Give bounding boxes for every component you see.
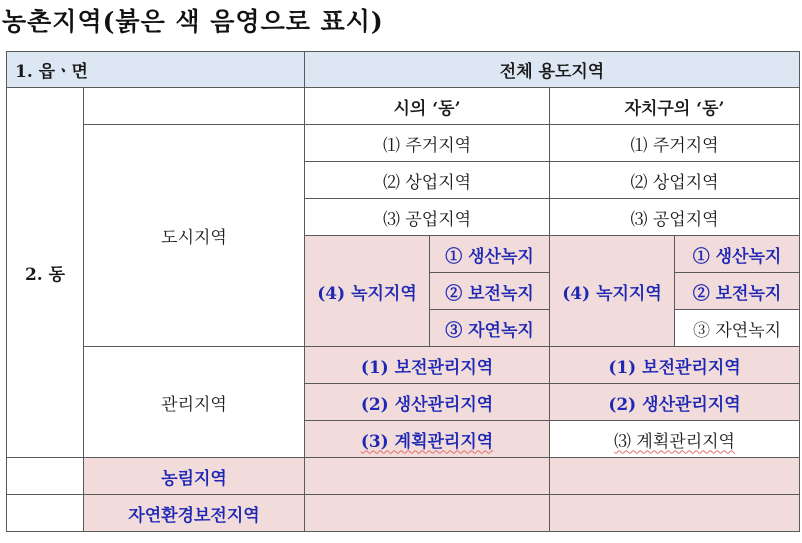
header-row: [7, 52, 800, 88]
table-row: [7, 347, 800, 384]
gu-residential: ⑴ 주거지역: [550, 125, 800, 162]
gu-production-management: (2) 생산관리지역: [550, 384, 800, 421]
gu-conservation-green: ② 보전녹지: [675, 273, 800, 310]
dong-row-label: 2. 동: [7, 88, 84, 458]
si-green-area: (4) 녹지지역: [305, 236, 430, 347]
si-conservation-green: ② 보전녹지: [430, 273, 550, 310]
gu-agriculture-cell: [550, 458, 800, 495]
table-row: [7, 495, 800, 532]
blank-cell: [84, 88, 305, 125]
si-production-green: ① 생산녹지: [430, 236, 550, 273]
si-conservation-management: (1) 보전관리지역: [305, 347, 550, 384]
table-row: [7, 458, 800, 495]
gu-green-area: (4) 녹지지역: [550, 236, 675, 347]
agriculture-area-label: 농림지역: [84, 458, 305, 495]
gu-production-green: ① 생산녹지: [675, 236, 800, 273]
si-production-management: (2) 생산관리지역: [305, 384, 550, 421]
page-title: 농촌지역(붉은 색 음영으로 표시): [2, 7, 384, 36]
header-all-zones: 전체 용도지역: [305, 52, 800, 88]
gu-conservation-management: (1) 보전관리지역: [550, 347, 800, 384]
gu-nature-reserve-cell: [550, 495, 800, 532]
gu-planned-management: ⑶ 계획관리지역: [614, 431, 735, 452]
management-area-label: 관리지역: [84, 347, 305, 458]
si-nature-reserve-cell: [305, 495, 550, 532]
blank-cell: [7, 495, 84, 532]
si-natural-green: ③ 자연녹지: [430, 310, 550, 347]
nature-reserve-label: 자연환경보전지역: [84, 495, 305, 532]
blank-cell: [7, 458, 84, 495]
gu-natural-green: ③ 자연녹지: [675, 310, 800, 347]
si-commercial: ⑵ 상업지역: [305, 162, 550, 199]
subheader-row: [7, 88, 800, 125]
land-use-table: [6, 51, 800, 532]
si-residential: ⑴ 주거지역: [305, 125, 550, 162]
header-eup-myeon: 1. 읍ㆍ면: [7, 52, 305, 88]
gu-commercial: ⑵ 상업지역: [550, 162, 800, 199]
urban-area-label: 도시지역: [84, 125, 305, 347]
gu-industrial: ⑶ 공업지역: [550, 199, 800, 236]
si-planned-management: (3) 계획관리지역: [360, 431, 494, 452]
column-si-dong: 시의 ‘동’: [305, 88, 550, 125]
column-gu-dong: 자치구의 ‘동’: [550, 88, 800, 125]
table-row: [7, 125, 800, 162]
si-industrial: ⑶ 공업지역: [305, 199, 550, 236]
si-agriculture-cell: [305, 458, 550, 495]
